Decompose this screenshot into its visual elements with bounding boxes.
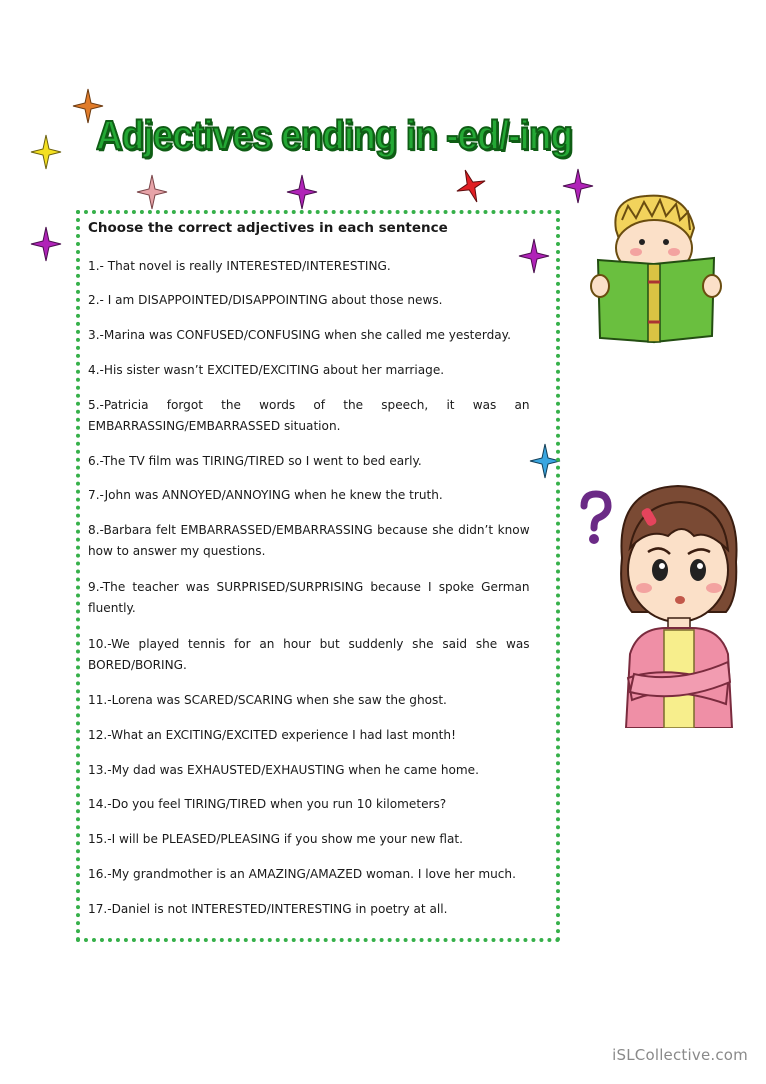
question-mark-icon <box>576 490 612 546</box>
sentence-item: 3.-Marina was CONFUSED/CONFUSING when she called me yesterday. <box>88 327 511 342</box>
sentence-item: 1.- That novel is really INTERESTED/INTERESTING. <box>88 258 391 273</box>
sentence-item: 12.-What an EXCITING/EXCITED experience I had last month! <box>88 727 456 742</box>
sentence-item: 4.-His sister wasn’t EXCITED/EXCITING about her marriage. <box>88 362 445 377</box>
sentence-item: 6.-The TV film was TIRING/TIRED so I went to bed early. <box>88 453 422 468</box>
sentence-item: 5.-Patricia forgot the words of the speech, it was an EMBARRASSING/EMBARRASSED situation. <box>88 397 530 433</box>
sentence-item: 13.-My dad was EXHAUSTED/EXHAUSTING when he came home. <box>88 762 479 777</box>
sentence-item: 7.-John was ANNOYED/ANNOYING when he knew the truth. <box>88 487 443 502</box>
sentence-item: 2.- I am DISAPPOINTED/DISAPPOINTING about those news. <box>88 292 443 307</box>
sentence-item: 17.-Daniel is not INTERESTED/INTERESTING in poetry at all. <box>88 901 448 916</box>
sparkle-star-icon <box>30 226 62 262</box>
sparkle-star-icon <box>30 134 62 170</box>
sentence-item: 14.-Do you feel TIRING/TIRED when you run 10 kilometers? <box>88 796 447 811</box>
sparkle-star-icon <box>286 174 318 210</box>
footer-brand: iSLCollective.com <box>612 1046 748 1064</box>
sentence-item: 16.-My grandmother is an AMAZING/AMAZED woman. I love her much. <box>88 866 516 881</box>
sentence-item: 9.-The teacher was SURPRISED/SURPRISING because I spoke German fluently. <box>88 579 530 615</box>
boy-reading-book-illustration <box>586 190 726 345</box>
confused-girl-illustration <box>608 478 748 728</box>
sentence-item: 15.-I will be PLEASED/PLEASING if you show me your new flat. <box>88 831 463 846</box>
sentence-item: 10.-We played tennis for an hour but suddenly she said she was BORED/BORING. <box>88 636 530 672</box>
sparkle-star-icon <box>136 174 168 210</box>
sentence-item: 8.-Barbara felt EMBARRASSED/EMBARRASSING because she didn’t know how to answer my questions. <box>88 522 530 558</box>
sparkle-star-icon <box>455 168 487 204</box>
page-title: Adjectives ending in -ed/-ing <box>96 112 573 158</box>
instructions: Choose the correct adjectives in each sentence <box>88 220 448 236</box>
sentence-item: 11.-Lorena was SCARED/SCARING when she saw the ghost. <box>88 692 447 707</box>
